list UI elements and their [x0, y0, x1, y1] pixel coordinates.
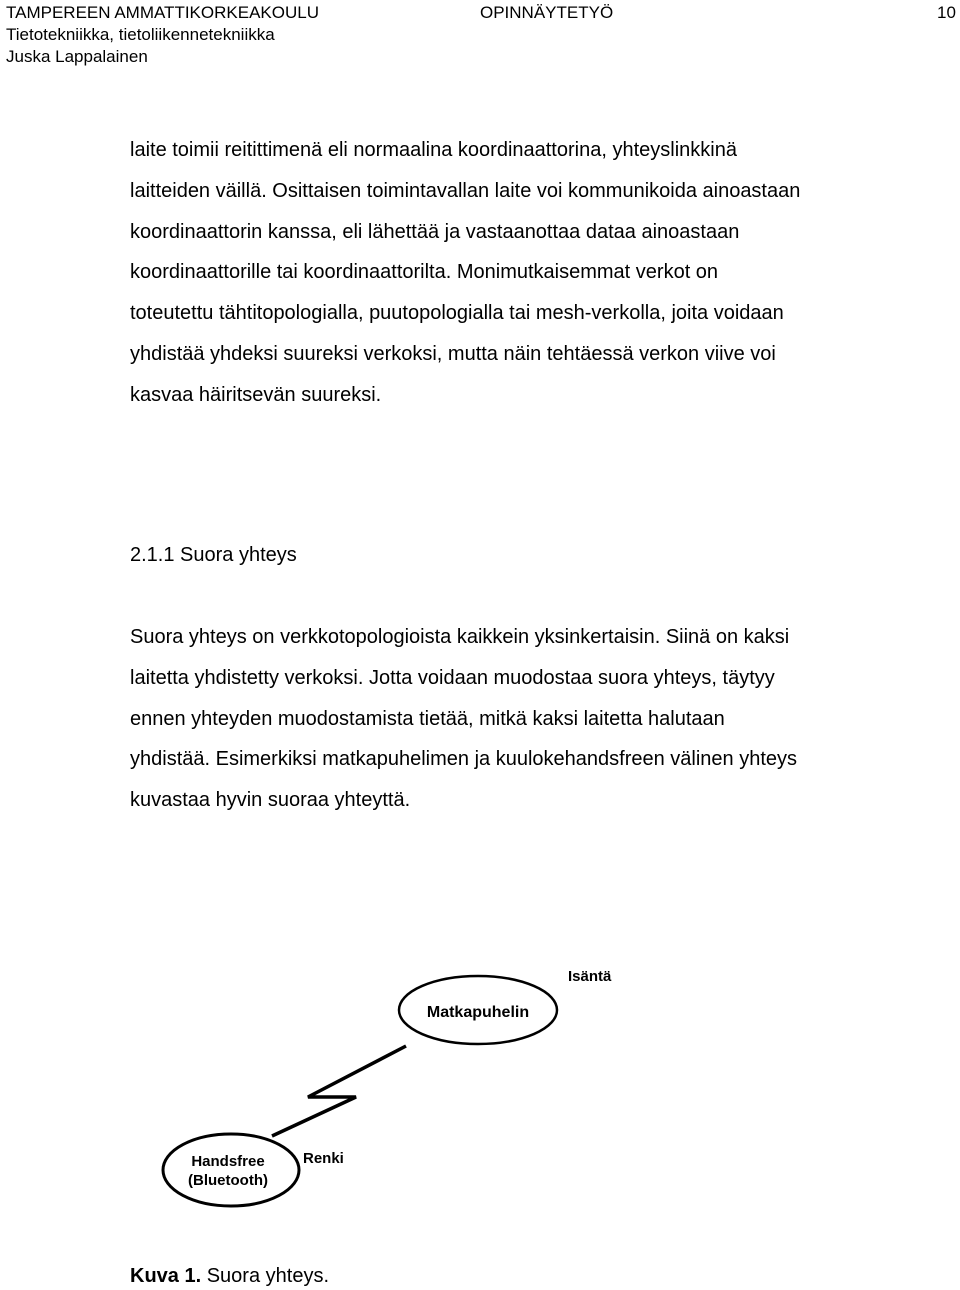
slave-role-label: Renki [303, 1150, 344, 1167]
paragraph-line: Suora yhteys on verkkotopologioista kaikkein yksinkertaisin. Siinä on kaksi [130, 626, 790, 648]
host-role-label: Isäntä [568, 968, 612, 985]
slave-device-label-line1: Handsfree [191, 1153, 265, 1170]
paragraph-line: yhdistää. Esimerkiksi matkapuhelimen ja kuulokehandsfreen välinen yhteys [130, 748, 798, 771]
header-institution: TAMPEREEN AMMATTIKORKEAKOULU [6, 3, 319, 22]
section-heading: 2.1.1 Suora yhteys [130, 544, 297, 566]
paragraph-line: ennen yhteyden muodostamista tietää, mitkä kaksi laitetta halutaan [130, 707, 725, 730]
header-department: Tietotekniikka, tietoliikennetekniikka [6, 25, 275, 44]
paragraph-line: koordinaattorin kanssa, eli lähettää ja vastaanottaa dataa ainoastaan [130, 220, 740, 243]
caption-label: Kuva 1. [130, 1265, 202, 1287]
header-author: Juska Lappalainen [6, 47, 148, 66]
wireless-link-icon [272, 1046, 406, 1136]
paragraph-line: kuvastaa hyvin suoraa yhteyttä. [130, 789, 411, 812]
slave-node [163, 1134, 299, 1206]
paragraph-line: laitteiden väillä. Osittaisen toimintavallan laite voi kommunikoida ainoastaan [130, 179, 801, 202]
header-doc-type: OPINNÄYTETYÖ [480, 3, 614, 22]
slave-device-label-line2: (Bluetooth) [188, 1172, 268, 1189]
paragraph-line: yhdistää yhdeksi suureksi verkoksi, mutta näin tehtäessä verkon viive voi [130, 342, 776, 365]
figure-caption [130, 1262, 329, 1290]
caption-text: Suora yhteys. [201, 1265, 329, 1287]
paragraph-line: laite toimii reitittimenä eli normaalina koordinaattorina, yhteyslinkkinä [130, 139, 737, 161]
page-number: 10 [937, 3, 956, 22]
paragraph-line: koordinaattorille tai koordinaattorilta. Monimutkaisemmat verkot on [130, 261, 719, 284]
paragraph-line: toteutettu tähtitopologialla, puutopologialla tai mesh-verkolla, joita voidaan [130, 302, 784, 325]
host-device-label: Matkapuhelin [426, 1004, 530, 1021]
paragraph-line: laitetta yhdistetty verkoksi. Jotta voidaan muodostaa suora yhteys, täytyy [130, 666, 775, 689]
paragraph-line: kasvaa häiritsevän suureksi. [130, 383, 382, 406]
